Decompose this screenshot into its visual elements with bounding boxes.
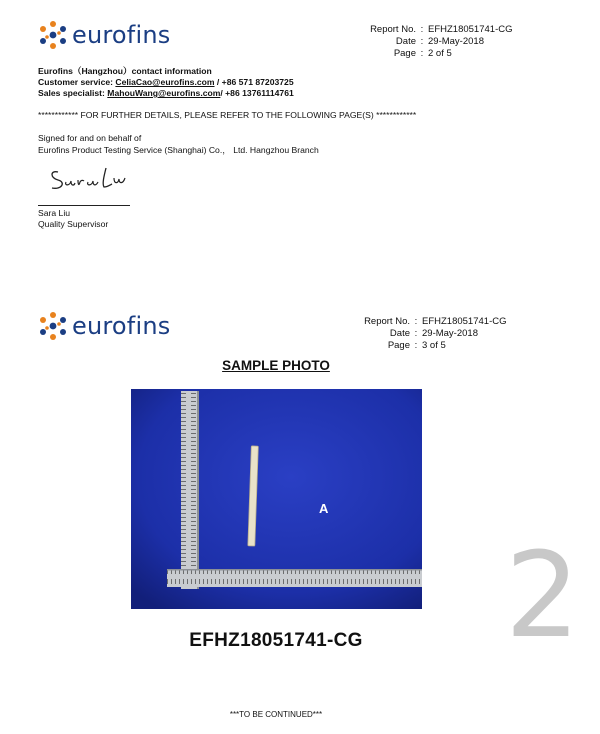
report-no-label: Report No. [370,24,416,35]
eurofins-logo [38,20,170,50]
report-code: EFHZ18051741-CG [189,630,363,651]
logo-text: eurofins [72,312,171,340]
contact-info [38,66,294,99]
date-label: Date [389,328,410,339]
date-value: 29-May-2018 [422,328,478,339]
page-value: 2 of 5 [428,48,452,59]
continued-note: ***TO BE CONTINUED*** [229,710,323,719]
company-name: Eurofins Product Testing Service (Shanghai) Co.， Ltd. Hangzhou Branch [38,145,319,155]
page-value: 3 of 5 [422,340,446,351]
sample-photo-title: SAMPLE PHOTO [222,358,330,373]
photo-label-a: A [319,501,329,516]
signatory-title: Quality Supervisor [38,219,109,229]
report-no-value: EFHZ18051741-CG [428,24,513,35]
contact-heading: Eurofins（Hangzhou）contact information [38,66,212,76]
handwritten-signature [44,160,134,200]
signed-for-text: Signed for and on behalf of [38,133,142,143]
date-label: Date [395,36,416,47]
signatory-name: Sara Liu [38,208,71,218]
further-details-note: ************ FOR FURTHER DETAILS, PLEASE REFER TO THE FOLLOWING PAGE(S) ************ [38,110,417,120]
report-info-2: Report No. : EFHZ18051741-CG Date : 29-May-2018 Page : 3 of 5 [346,316,506,352]
page-label: Page [387,340,410,351]
page-label: Page [393,48,416,59]
customer-service-line: Customer service: CeliaCao@eurofins.com / +86 571 87203725 [38,77,294,87]
logo-text: eurofins [72,21,171,49]
signature-line [38,205,130,206]
ruler-horizontal [167,569,422,587]
date-value: 29-May-2018 [428,36,484,47]
sales-email-link[interactable]: MahouWang@eurofins.com [107,88,221,98]
report-no-label: Report No. [364,316,410,327]
sample-photo [131,389,422,609]
sales-specialist-line: Sales specialist: MahouWang@eurofins.com/ +86 13761114761 [38,88,294,98]
report-info: Report No. : EFHZ18051741-CG Date : 29-May-2018 Page : 2 of 5 [352,24,512,60]
customer-email-link[interactable]: CeliaCao@eurofins.com [115,77,215,87]
ruler-vertical [181,391,199,589]
overlay-page-number: 2 [505,526,581,664]
report-no-value: EFHZ18051741-CG [422,316,507,327]
eurofins-logo-icon [38,311,68,341]
eurofins-logo-icon [38,20,68,50]
eurofins-logo-2 [38,311,170,341]
